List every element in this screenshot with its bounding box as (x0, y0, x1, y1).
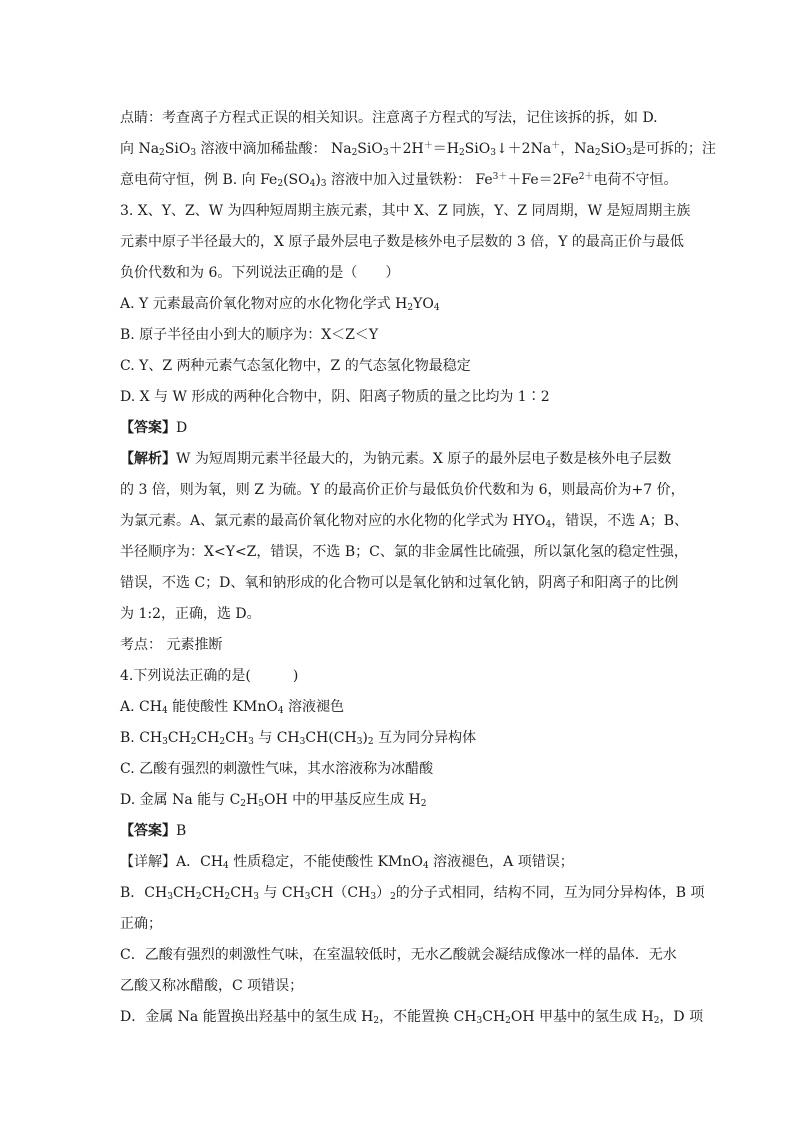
text-run: CH（CH (310, 885, 371, 901)
text-run: SiO (357, 141, 383, 157)
superscript: ＋ (423, 141, 433, 151)
text-run: A. Y 元素最高价氧化物对应的水化物化学式 H (120, 296, 408, 312)
text-run: 是可拆的；注 (631, 141, 716, 157)
text-run: CH (172, 885, 196, 901)
text-line (120, 909, 680, 940)
text-run: 性质稳定，不能使酸性 KMnO (228, 854, 423, 870)
text-run: OH 甲基中的氢生成 H (510, 1009, 654, 1025)
text-run: B. 原子半径由小到大的顺序为：X＜Z＜Y (120, 327, 379, 343)
text-run: 4.下列说法正确的是( ) (120, 668, 299, 684)
text-run: ） (376, 885, 391, 901)
subscript: 2 (277, 179, 284, 189)
text-run: B．CH (120, 885, 168, 901)
subscript: 2 (390, 892, 396, 902)
subscript: 2 (407, 303, 414, 313)
text-run: YO (413, 296, 434, 312)
text-line (120, 382, 680, 413)
text-run: D (176, 420, 188, 436)
text-run: 溶液中加入过量铁粉： Fe (326, 172, 493, 188)
text-run: CH (167, 730, 191, 746)
subscript: 2 (195, 892, 202, 902)
text-run: 意电荷守恒，例 B. 向 Fe (120, 172, 278, 188)
text-run: 元素中原子半径最大的，X 原子最外层电子数是核外电子层数的 3 倍，Y 的最高正价与最低 (120, 234, 684, 250)
text-line (120, 878, 705, 909)
text-run: 为氯元素。A、氯元素的最高价氧化物对应的水化物的化学式为 HYO (120, 513, 546, 529)
text-line (120, 351, 680, 382)
subscript: 2 (458, 148, 465, 158)
superscript: 2＋ (578, 172, 594, 182)
subscript: 2 (240, 799, 247, 809)
text-run: 溶液褪色，A 项错误； (428, 854, 574, 870)
subscript: 2 (190, 737, 197, 747)
text-run: ，D 项 (659, 1009, 704, 1025)
text-line (120, 103, 680, 134)
text-run: 错误，不选 C；D、氧和钠形成的化合物可以是氧化钠和过氧化钠，阴离子和阳离子的比例 (120, 575, 679, 591)
text-run: 溶液中滴加稀盐酸： Na (196, 141, 352, 157)
text-run: ＝H (432, 141, 459, 157)
text-run: 点睛：考查离子方程式正误的相关知识。注意离子方程式的写法，记住该拆的拆，如 D. (120, 110, 658, 126)
text-line (120, 320, 680, 351)
subscript: 5 (258, 799, 264, 809)
text-run: SiO (164, 141, 191, 157)
text-run: 互为同分异构体 (373, 730, 477, 746)
text-run: W 为短周期元素半径最大的，为钠元素。X 原子的最外层电子数是核外电子层数 (176, 451, 672, 467)
text-line (120, 227, 684, 258)
subscript: 3 (370, 892, 377, 902)
text-line (120, 971, 680, 1002)
text-line (120, 692, 680, 723)
text-run: A. CH (120, 699, 162, 715)
text-line (120, 568, 680, 599)
text-run: 【详解】A．CH (120, 854, 224, 870)
text-line (120, 537, 688, 568)
document-body (120, 103, 716, 1033)
subscript: 3 (476, 1016, 483, 1026)
text-run: 与 CH (253, 730, 300, 746)
text-run: 为 1:2，正确，选 D。 (120, 606, 261, 622)
text-run: CH (201, 885, 225, 901)
subscript: 4 (223, 861, 229, 871)
section-heading: 【答案】 (120, 420, 176, 436)
text-run: 的分子式相同，结构不同，互为同分异构体，B 项 (395, 885, 705, 901)
text-run: CH (225, 730, 249, 746)
subscript: 2 (373, 1016, 380, 1026)
section-heading: 【答案】 (120, 823, 176, 839)
text-run: CH (196, 730, 220, 746)
text-line (120, 816, 680, 847)
text-run: D．金属 Na 能置换出羟基中的氢生成 H (120, 1009, 374, 1025)
text-run: OH 中的甲基反应生成 H (263, 792, 421, 808)
text-run: ) (315, 172, 321, 188)
subscript: 3 (320, 179, 327, 189)
text-line (120, 196, 691, 227)
text-line (120, 506, 689, 537)
subscript: 2 (420, 799, 427, 809)
text-run: 负价代数和为 6。下列说法正确的是（ ） (120, 265, 400, 281)
text-line (120, 630, 680, 661)
text-run: 半径顺序为：X<Y<Z，错误，不选 B；C、氯的非金属性比硫强，所以氯化氢的稳定性强， (120, 544, 688, 560)
text-run: C. 乙酸有强烈的刺激性气味，其水溶液称为冰醋酸 (120, 761, 434, 777)
text-line (120, 165, 680, 196)
text-line (120, 723, 680, 754)
text-line (120, 940, 680, 971)
subscript: 4 (309, 179, 316, 189)
text-run: 溶液褪色 (283, 699, 345, 715)
text-line (120, 1002, 704, 1033)
text-run: C. Y、Z 两种元素气态氢化物中，Z 的气态氢化物最稳定 (120, 358, 471, 374)
subscript: 3 (356, 737, 363, 747)
superscript: ＋ (551, 141, 561, 151)
text-run: 电荷不守恒。 (593, 172, 678, 188)
subscript: 3 (253, 892, 259, 902)
subscript: 3 (382, 148, 389, 158)
subscript: 2 (505, 1016, 511, 1026)
subscript: 2 (367, 737, 374, 747)
subscript: 3 (490, 148, 496, 158)
text-line (120, 413, 680, 444)
text-line (120, 258, 680, 289)
subscript: 2 (159, 148, 165, 158)
subscript: 4 (277, 706, 284, 716)
text-run: 与 CH (258, 885, 305, 901)
subscript: 2 (224, 892, 231, 902)
text-run: 考点： 元素推断 (120, 637, 223, 653)
text-run: H (246, 792, 259, 808)
subscript: 4 (161, 706, 168, 716)
subscript: 3 (167, 892, 173, 902)
text-line (120, 754, 680, 785)
text-run: ，Na (560, 141, 595, 157)
subscript: 4 (545, 520, 552, 530)
text-run: D. X 与 W 形成的两种化合物中，阴、阳离子物质的量之比均为 1∶2 (120, 389, 550, 405)
text-line (120, 444, 680, 475)
superscript: 3＋ (492, 172, 508, 182)
subscript: 3 (626, 148, 632, 158)
subscript: 3 (162, 737, 168, 747)
text-line (120, 661, 680, 692)
subscript: 2 (219, 737, 226, 747)
subscript: 2 (653, 1016, 660, 1026)
text-line (120, 599, 680, 630)
text-run: ＋Fe＝2Fe (507, 172, 579, 188)
text-run: CH(CH (305, 730, 357, 746)
text-line (120, 785, 680, 816)
text-run: 能使酸性 KMnO (167, 699, 278, 715)
text-run: 乙酸又称冰醋酸，C 项错误； (120, 978, 304, 994)
text-run: B (176, 823, 187, 839)
text-line (120, 475, 685, 506)
text-run: ，错误，不选 A；B、 (551, 513, 689, 529)
subscript: 3 (190, 148, 197, 158)
text-run: SiO (464, 141, 491, 157)
text-line (120, 289, 680, 320)
subscript: 3 (248, 737, 254, 747)
text-run: SiO (600, 141, 627, 157)
text-run: 3. X、Y、Z、W 为四种短周期主族元素，其中 X、Z 同族，Y、Z 同周期，W 是短周期主族 (120, 203, 691, 219)
section-heading: 【解析】 (120, 451, 176, 467)
text-run: ) (362, 730, 368, 746)
text-run: CH (230, 885, 254, 901)
text-run: D. 金属 Na 能与 C (120, 792, 241, 808)
text-run: 的 3 倍，则为氧，则 Z 为硫。Y 的最高价正价与最低负价代数和为 6，则最高价为+7 价， (120, 482, 685, 498)
text-run: ↓＋2Na (495, 141, 552, 157)
text-run: B. CH (120, 730, 163, 746)
subscript: 4 (422, 861, 429, 871)
subscript: 2 (351, 148, 358, 158)
subscript: 3 (299, 737, 306, 747)
subscript: 2 (594, 148, 601, 158)
text-run: CH (482, 1009, 506, 1025)
text-run: ＋2H (388, 141, 424, 157)
text-line (120, 847, 680, 878)
text-run: ，不能置换 CH (379, 1009, 477, 1025)
text-run: 向 Na (120, 141, 160, 157)
subscript: 4 (433, 303, 440, 313)
subscript: 3 (304, 892, 311, 902)
text-run: 正确； (120, 916, 162, 932)
text-run: (SO (283, 172, 310, 188)
text-line (120, 134, 716, 165)
text-run: C．乙酸有强烈的刺激性气味，在室温较低时，无水乙酸就会凝结成像冰一样的晶体．无水 (120, 947, 677, 963)
